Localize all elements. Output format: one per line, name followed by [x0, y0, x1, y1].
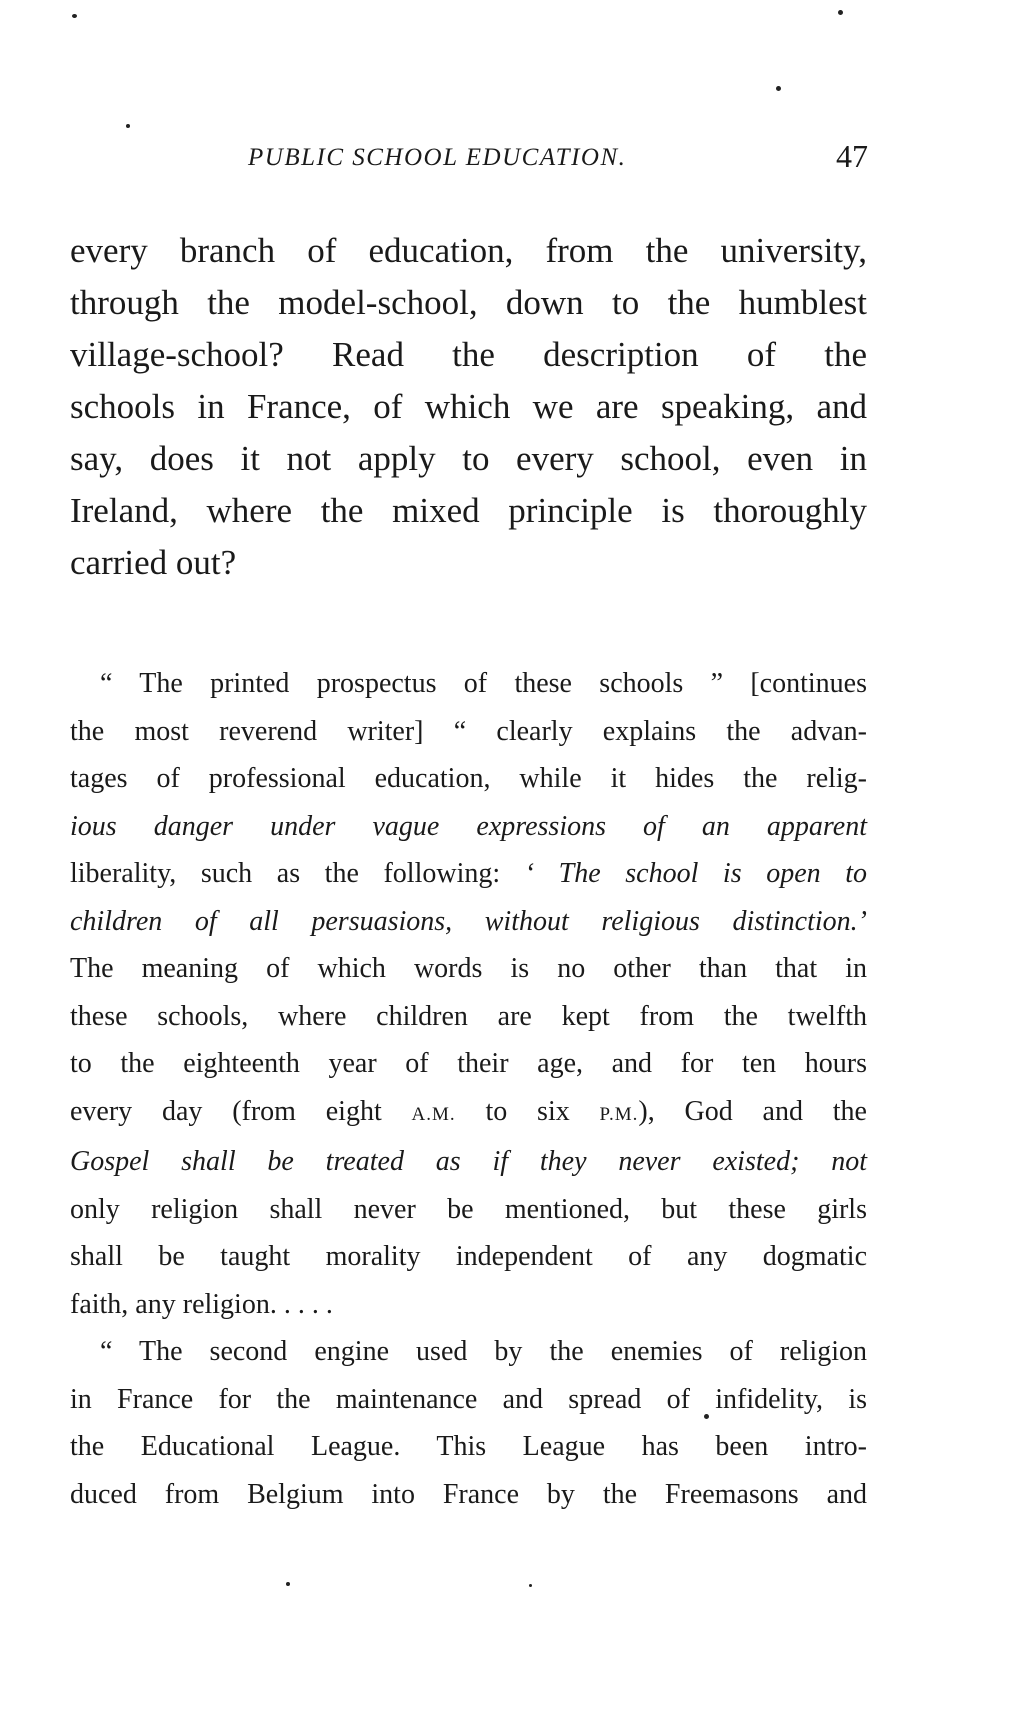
quote-line: to the eighteenth year of their age, and for ten hours: [70, 1048, 867, 1079]
text-line: Ireland, where the mixed principle is thoroughly: [70, 491, 867, 530]
ink-speck: [529, 1584, 532, 1587]
quote-line: these schools, where children are kept from the twelfth: [70, 1000, 867, 1032]
body-paragraph: [70, 225, 867, 589]
quote-line: The meaning of which words is no other than that in: [70, 953, 867, 984]
page-number: 47: [836, 138, 868, 174]
quote-line: children of all persuasions, without religious distinction.’: [70, 905, 867, 937]
quote-line: only religion shall never be mentioned, but these girls: [70, 1193, 867, 1225]
quote-text: every day (from eight: [70, 1095, 412, 1127]
quote-line: the Educational League. This League has been intro-: [70, 1431, 867, 1462]
ink-speck: [286, 1582, 290, 1586]
text-line: through the model-school, down to the humblest: [70, 283, 867, 322]
quote-text-italic: ‘ The school is open to: [524, 858, 867, 889]
text-line: schools in France, of which we are speaking, and: [70, 387, 867, 426]
quote-line: “ The printed prospectus of these schools ” [continues: [100, 668, 867, 699]
ink-speck: [126, 124, 130, 128]
text-line: every branch of education, from the university,: [70, 231, 867, 270]
quote-line: duced from Belgium into France by the Freemasons and: [70, 1478, 867, 1510]
text-line: say, does it not apply to every school, even in: [70, 439, 867, 478]
ink-speck: [72, 14, 77, 18]
ink-speck: [838, 10, 843, 15]
quote-line: faith, any religion. . . . .: [70, 1288, 333, 1320]
quote-line: “ The second engine used by the enemies of religion: [100, 1336, 867, 1367]
quote-line: [70, 850, 867, 898]
quote-text: to six: [455, 1095, 600, 1127]
ink-speck: [776, 86, 781, 91]
running-title: PUBLIC SCHOOL EDUCATION.: [248, 144, 627, 171]
time-abbr: P.M.: [599, 1103, 639, 1125]
quote-line: in France for the maintenance and spread of infidelity, is: [70, 1383, 867, 1415]
time-abbr: A.M.: [411, 1103, 456, 1125]
quote-line: the most reverend writer] “ clearly explains the advan-: [70, 715, 867, 747]
text-line: village-school? Read the description of the: [70, 335, 867, 374]
page-header: [248, 140, 868, 180]
quote-line: tages of professional education, while it hides the relig-: [70, 763, 867, 794]
quote-line: shall be taught morality independent of any dogmatic: [70, 1241, 867, 1272]
quote-line: Gospel shall be treated as if they never existed; not: [70, 1146, 867, 1177]
quote-text: ), God and the: [638, 1095, 867, 1127]
quoted-passage: [70, 660, 867, 1518]
quote-line: ious danger under vague expressions of an apparent: [70, 810, 867, 842]
text-line: carried out?: [70, 543, 237, 582]
quote-text: liberality, such as the following:: [70, 858, 525, 889]
quote-line: [70, 1088, 867, 1139]
